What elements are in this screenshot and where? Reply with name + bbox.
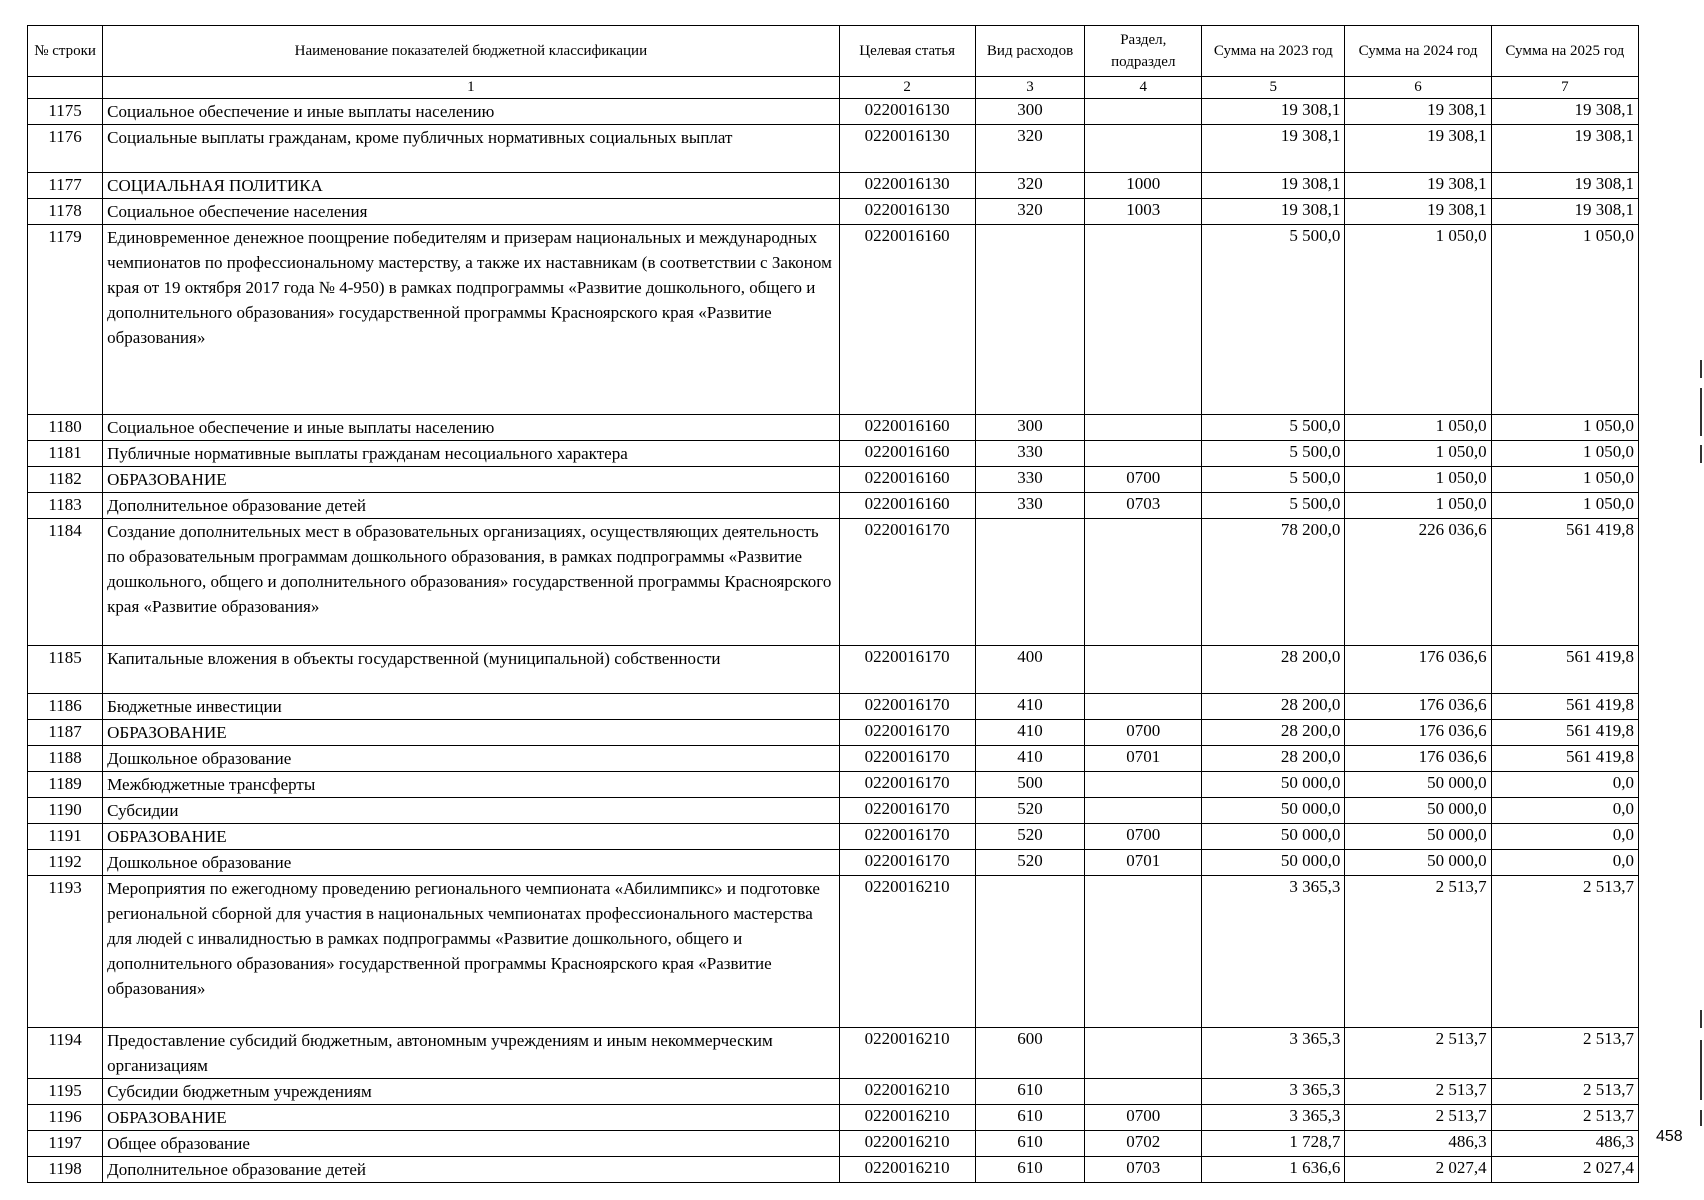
row-target-code: 0220016210	[839, 1079, 975, 1105]
row-vid	[975, 225, 1085, 415]
row-sum-2025: 19 308,1	[1491, 99, 1638, 125]
column-number-blank	[28, 77, 103, 99]
row-razdel: 0700	[1085, 824, 1202, 850]
row-number: 1189	[28, 772, 103, 798]
header-row	[28, 26, 1639, 77]
row-sum-2024: 226 036,6	[1345, 519, 1491, 646]
header-sum-2024: Сумма на 2024 год	[1345, 26, 1491, 77]
row-sum-2024: 50 000,0	[1345, 798, 1491, 824]
row-sum-2025: 2 513,7	[1491, 876, 1638, 1028]
row-sum-2024: 2 513,7	[1345, 1105, 1491, 1131]
row-number: 1179	[28, 225, 103, 415]
row-sum-2025: 2 513,7	[1491, 1105, 1638, 1131]
row-sum-2025: 0,0	[1491, 772, 1638, 798]
row-name: Мероприятия по ежегодному проведению регионального чемпионата «Абилимпикс» и подготовке региональной сборной для участия в национальных чемпионатах профессионального мастерства для людей с инвалидностью в рамках подпрограммы «Развитие дошкольного, общего и дополнительного образования» государственной программы Красноярского края «Развитие образования»	[103, 876, 839, 1028]
row-sum-2024: 2 513,7	[1345, 876, 1491, 1028]
row-sum-2024: 19 308,1	[1345, 125, 1491, 173]
row-sum-2024: 19 308,1	[1345, 173, 1491, 199]
row-number: 1176	[28, 125, 103, 173]
row-razdel: 0700	[1085, 467, 1202, 493]
row-name: Дошкольное образование	[103, 850, 839, 876]
row-sum-2024: 50 000,0	[1345, 824, 1491, 850]
row-name: Социальное обеспечение населения	[103, 199, 839, 225]
row-sum-2025: 1 050,0	[1491, 415, 1638, 441]
row-sum-2023: 28 200,0	[1202, 694, 1345, 720]
row-target-code: 0220016170	[839, 646, 975, 694]
row-vid: 330	[975, 441, 1085, 467]
table-row	[28, 850, 1639, 876]
column-number: 5	[1202, 77, 1345, 99]
row-sum-2025: 19 308,1	[1491, 199, 1638, 225]
row-target-code: 0220016210	[839, 1131, 975, 1157]
row-target-code: 0220016130	[839, 173, 975, 199]
row-razdel	[1085, 225, 1202, 415]
row-name: ОБРАЗОВАНИЕ	[103, 467, 839, 493]
column-number: 7	[1491, 77, 1638, 99]
row-target-code: 0220016160	[839, 493, 975, 519]
row-name: Капитальные вложения в объекты государственной (муниципальной) собственности	[103, 646, 839, 694]
row-vid: 410	[975, 694, 1085, 720]
row-target-code: 0220016170	[839, 720, 975, 746]
row-target-code: 0220016170	[839, 824, 975, 850]
header-sum-2023: Сумма на 2023 год	[1202, 26, 1345, 77]
row-sum-2023: 19 308,1	[1202, 199, 1345, 225]
row-sum-2025: 0,0	[1491, 824, 1638, 850]
row-name: Публичные нормативные выплаты гражданам несоциального характера	[103, 441, 839, 467]
row-razdel	[1085, 1079, 1202, 1105]
row-name: Социальные выплаты гражданам, кроме публичных нормативных социальных выплат	[103, 125, 839, 173]
row-sum-2025: 561 419,8	[1491, 746, 1638, 772]
table-row	[28, 1157, 1639, 1183]
row-sum-2024: 2 027,4	[1345, 1157, 1491, 1183]
scan-mark	[1700, 360, 1702, 378]
table-row	[28, 125, 1639, 173]
row-vid: 610	[975, 1131, 1085, 1157]
table-row	[28, 646, 1639, 694]
row-number: 1187	[28, 720, 103, 746]
row-sum-2024: 176 036,6	[1345, 720, 1491, 746]
row-vid: 610	[975, 1079, 1085, 1105]
row-name: Субсидии	[103, 798, 839, 824]
row-target-code: 0220016130	[839, 99, 975, 125]
row-razdel: 0701	[1085, 746, 1202, 772]
table-row	[28, 824, 1639, 850]
table-row	[28, 199, 1639, 225]
row-sum-2024: 1 050,0	[1345, 441, 1491, 467]
row-sum-2025: 19 308,1	[1491, 125, 1638, 173]
row-sum-2024: 2 513,7	[1345, 1079, 1491, 1105]
row-sum-2024: 176 036,6	[1345, 746, 1491, 772]
row-name: Межбюджетные трансферты	[103, 772, 839, 798]
row-vid: 520	[975, 824, 1085, 850]
table-row	[28, 772, 1639, 798]
row-number: 1185	[28, 646, 103, 694]
row-sum-2025: 561 419,8	[1491, 720, 1638, 746]
row-sum-2023: 5 500,0	[1202, 493, 1345, 519]
row-sum-2024: 1 050,0	[1345, 467, 1491, 493]
row-sum-2023: 28 200,0	[1202, 746, 1345, 772]
row-razdel	[1085, 99, 1202, 125]
row-sum-2023: 50 000,0	[1202, 824, 1345, 850]
row-razdel: 1000	[1085, 173, 1202, 199]
table-row	[28, 99, 1639, 125]
row-number: 1183	[28, 493, 103, 519]
row-razdel: 0703	[1085, 493, 1202, 519]
scan-mark	[1700, 1040, 1702, 1100]
row-number: 1184	[28, 519, 103, 646]
row-sum-2025: 2 513,7	[1491, 1028, 1638, 1079]
row-target-code: 0220016160	[839, 441, 975, 467]
column-number: 1	[103, 77, 839, 99]
row-sum-2025: 1 050,0	[1491, 467, 1638, 493]
table-row	[28, 415, 1639, 441]
row-sum-2024: 1 050,0	[1345, 225, 1491, 415]
table-row	[28, 746, 1639, 772]
row-sum-2025: 0,0	[1491, 850, 1638, 876]
row-vid	[975, 876, 1085, 1028]
row-sum-2023: 3 365,3	[1202, 1028, 1345, 1079]
row-razdel	[1085, 772, 1202, 798]
row-sum-2023: 1 728,7	[1202, 1131, 1345, 1157]
row-number: 1180	[28, 415, 103, 441]
row-sum-2023: 19 308,1	[1202, 99, 1345, 125]
row-number: 1191	[28, 824, 103, 850]
table-row	[28, 720, 1639, 746]
column-number: 6	[1345, 77, 1491, 99]
row-name: Субсидии бюджетным учреждениям	[103, 1079, 839, 1105]
row-razdel	[1085, 519, 1202, 646]
row-target-code: 0220016170	[839, 798, 975, 824]
row-name: Общее образование	[103, 1131, 839, 1157]
row-number: 1178	[28, 199, 103, 225]
row-number: 1182	[28, 467, 103, 493]
row-sum-2023: 5 500,0	[1202, 225, 1345, 415]
row-number: 1196	[28, 1105, 103, 1131]
row-vid: 400	[975, 646, 1085, 694]
table-body	[28, 99, 1639, 1183]
header-target: Целевая статья	[839, 26, 975, 77]
row-sum-2023: 50 000,0	[1202, 772, 1345, 798]
row-vid: 410	[975, 746, 1085, 772]
table-row	[28, 1131, 1639, 1157]
row-vid: 330	[975, 467, 1085, 493]
row-name: ОБРАЗОВАНИЕ	[103, 824, 839, 850]
row-razdel	[1085, 125, 1202, 173]
row-sum-2023: 19 308,1	[1202, 173, 1345, 199]
table-row	[28, 493, 1639, 519]
row-vid: 300	[975, 99, 1085, 125]
table-row	[28, 173, 1639, 199]
row-name: Создание дополнительных мест в образовательных организациях, осуществляющих деятельность по образовательным программам дошкольного образования, в рамках подпрограммы «Развитие дошкольного, общего и дополнительного образования» государственной программы Красноярского края «Развитие образования»	[103, 519, 839, 646]
table-row	[28, 1105, 1639, 1131]
row-sum-2024: 50 000,0	[1345, 772, 1491, 798]
row-number: 1181	[28, 441, 103, 467]
row-razdel	[1085, 798, 1202, 824]
row-target-code: 0220016170	[839, 772, 975, 798]
row-target-code: 0220016170	[839, 694, 975, 720]
row-razdel: 1003	[1085, 199, 1202, 225]
row-sum-2023: 78 200,0	[1202, 519, 1345, 646]
table-row	[28, 519, 1639, 646]
row-name: Социальное обеспечение и иные выплаты населению	[103, 99, 839, 125]
row-target-code: 0220016170	[839, 519, 975, 646]
row-sum-2023: 1 636,6	[1202, 1157, 1345, 1183]
header-razdel: Раздел, подраздел	[1085, 26, 1202, 77]
header-sum-2025: Сумма на 2025 год	[1491, 26, 1638, 77]
row-sum-2025: 1 050,0	[1491, 493, 1638, 519]
table-row	[28, 441, 1639, 467]
table-row	[28, 1028, 1639, 1079]
row-target-code: 0220016210	[839, 1028, 975, 1079]
row-number: 1188	[28, 746, 103, 772]
table-row	[28, 1079, 1639, 1105]
row-razdel: 0700	[1085, 1105, 1202, 1131]
row-target-code: 0220016210	[839, 876, 975, 1028]
row-vid: 500	[975, 772, 1085, 798]
row-number: 1194	[28, 1028, 103, 1079]
row-number: 1186	[28, 694, 103, 720]
row-razdel: 0702	[1085, 1131, 1202, 1157]
row-vid: 330	[975, 493, 1085, 519]
row-name: ОБРАЗОВАНИЕ	[103, 1105, 839, 1131]
row-number: 1193	[28, 876, 103, 1028]
column-number: 4	[1085, 77, 1202, 99]
row-razdel	[1085, 441, 1202, 467]
row-number: 1195	[28, 1079, 103, 1105]
row-sum-2024: 176 036,6	[1345, 694, 1491, 720]
row-sum-2023: 5 500,0	[1202, 467, 1345, 493]
row-name: СОЦИАЛЬНАЯ ПОЛИТИКА	[103, 173, 839, 199]
column-number: 2	[839, 77, 975, 99]
row-razdel	[1085, 1028, 1202, 1079]
scan-mark	[1700, 1110, 1702, 1126]
table-row	[28, 876, 1639, 1028]
row-vid	[975, 519, 1085, 646]
row-razdel: 0700	[1085, 720, 1202, 746]
row-vid: 610	[975, 1105, 1085, 1131]
column-number: 3	[975, 77, 1085, 99]
row-sum-2023: 28 200,0	[1202, 720, 1345, 746]
row-vid: 600	[975, 1028, 1085, 1079]
row-target-code: 0220016160	[839, 225, 975, 415]
row-vid: 610	[975, 1157, 1085, 1183]
row-sum-2024: 19 308,1	[1345, 99, 1491, 125]
row-sum-2024: 486,3	[1345, 1131, 1491, 1157]
row-sum-2025: 0,0	[1491, 798, 1638, 824]
table-row	[28, 225, 1639, 415]
row-sum-2023: 19 308,1	[1202, 125, 1345, 173]
row-razdel	[1085, 694, 1202, 720]
row-sum-2024: 176 036,6	[1345, 646, 1491, 694]
row-razdel	[1085, 876, 1202, 1028]
row-sum-2025: 1 050,0	[1491, 225, 1638, 415]
row-sum-2023: 5 500,0	[1202, 415, 1345, 441]
scan-edge-marks	[1700, 0, 1704, 1200]
row-vid: 320	[975, 173, 1085, 199]
row-vid: 520	[975, 850, 1085, 876]
row-sum-2023: 3 365,3	[1202, 1079, 1345, 1105]
row-name: ОБРАЗОВАНИЕ	[103, 720, 839, 746]
row-sum-2025: 19 308,1	[1491, 173, 1638, 199]
row-name: Предоставление субсидий бюджетным, автономным учреждениям и иным некоммерческим организациям	[103, 1028, 839, 1079]
row-vid: 320	[975, 199, 1085, 225]
scan-mark	[1700, 1010, 1702, 1028]
row-sum-2024: 19 308,1	[1345, 199, 1491, 225]
table-row	[28, 694, 1639, 720]
row-vid: 520	[975, 798, 1085, 824]
column-number-row	[28, 77, 1639, 99]
row-vid: 300	[975, 415, 1085, 441]
header-row-no: № строки	[28, 26, 103, 77]
row-sum-2023: 28 200,0	[1202, 646, 1345, 694]
row-vid: 320	[975, 125, 1085, 173]
scan-mark	[1700, 445, 1702, 463]
row-sum-2024: 50 000,0	[1345, 850, 1491, 876]
header-name: Наименование показателей бюджетной классификации	[103, 26, 839, 77]
header-vid: Вид расходов	[975, 26, 1085, 77]
row-name: Бюджетные инвестиции	[103, 694, 839, 720]
row-target-code: 0220016160	[839, 467, 975, 493]
row-number: 1175	[28, 99, 103, 125]
page-number: 458	[1656, 1128, 1683, 1145]
row-target-code: 0220016170	[839, 850, 975, 876]
row-target-code: 0220016210	[839, 1157, 975, 1183]
row-sum-2025: 1 050,0	[1491, 441, 1638, 467]
row-sum-2025: 561 419,8	[1491, 694, 1638, 720]
row-name: Дополнительное образование детей	[103, 493, 839, 519]
table-row	[28, 467, 1639, 493]
row-target-code: 0220016130	[839, 125, 975, 173]
row-sum-2024: 1 050,0	[1345, 493, 1491, 519]
row-sum-2023: 50 000,0	[1202, 798, 1345, 824]
row-sum-2024: 2 513,7	[1345, 1028, 1491, 1079]
row-name: Социальное обеспечение и иные выплаты населению	[103, 415, 839, 441]
row-razdel	[1085, 646, 1202, 694]
row-number: 1198	[28, 1157, 103, 1183]
row-name: Дошкольное образование	[103, 746, 839, 772]
row-sum-2025: 561 419,8	[1491, 519, 1638, 646]
budget-table	[27, 25, 1639, 1183]
row-sum-2023: 3 365,3	[1202, 876, 1345, 1028]
row-vid: 410	[975, 720, 1085, 746]
row-target-code: 0220016160	[839, 415, 975, 441]
row-razdel: 0701	[1085, 850, 1202, 876]
row-number: 1192	[28, 850, 103, 876]
row-sum-2023: 50 000,0	[1202, 850, 1345, 876]
row-sum-2023: 5 500,0	[1202, 441, 1345, 467]
table-row	[28, 798, 1639, 824]
row-name: Единовременное денежное поощрение победителям и призерам национальных и международных чемпионатов по профессиональному мастерству, а также их наставникам (в соответствии с Законом края от 19 октября 2017 года № 4-950) в рамках подпрограммы «Развитие дошкольного, общего и дополнительного образования» государственной программы Красноярского края «Развитие образования»	[103, 225, 839, 415]
scan-mark	[1700, 388, 1702, 436]
row-sum-2023: 3 365,3	[1202, 1105, 1345, 1131]
row-number: 1177	[28, 173, 103, 199]
row-sum-2025: 486,3	[1491, 1131, 1638, 1157]
row-number: 1197	[28, 1131, 103, 1157]
row-sum-2025: 2 513,7	[1491, 1079, 1638, 1105]
row-name: Дополнительное образование детей	[103, 1157, 839, 1183]
row-target-code: 0220016210	[839, 1105, 975, 1131]
row-razdel	[1085, 415, 1202, 441]
row-sum-2024: 1 050,0	[1345, 415, 1491, 441]
row-sum-2025: 561 419,8	[1491, 646, 1638, 694]
row-target-code: 0220016170	[839, 746, 975, 772]
row-target-code: 0220016130	[839, 199, 975, 225]
row-razdel: 0703	[1085, 1157, 1202, 1183]
row-number: 1190	[28, 798, 103, 824]
row-sum-2025: 2 027,4	[1491, 1157, 1638, 1183]
